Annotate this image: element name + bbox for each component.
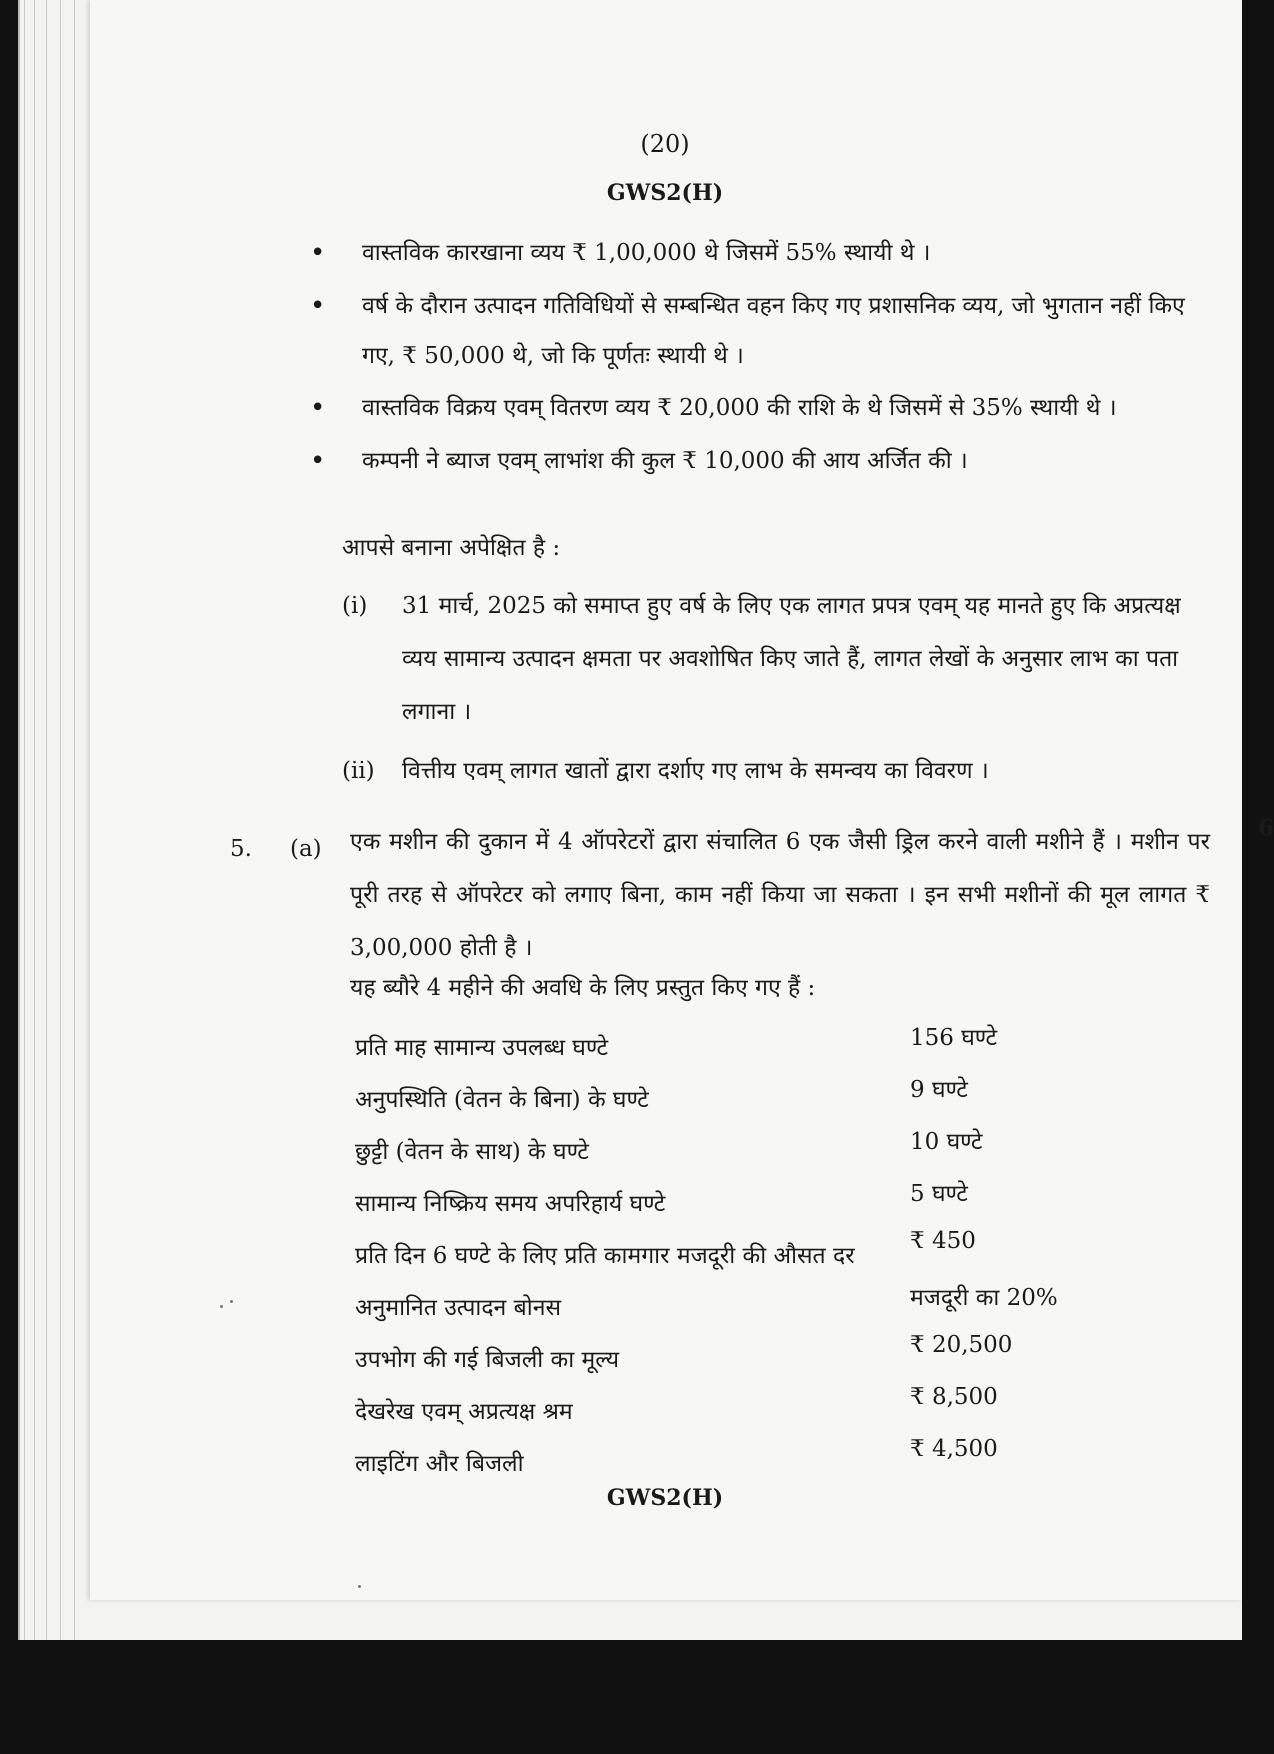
page-number: (20) (640, 130, 690, 158)
paper-code-footer: GWS2(H) (606, 1485, 724, 1511)
bullet-text: कम्पनी ने ब्याज एवम् लाभांश की कुल ₹ 10,000 की आय अर्जित की । (362, 448, 968, 474)
question-paragraph: एक मशीन की दुकान में 4 ऑपरेटरों द्वारा संचालित 6 एक जैसी ड्रिल करने वाली मशीने हैं । मशीन पर पूरी तरह से ऑपरेटर को लगाए बिना, काम नहीं किया जा सकता । इन सभी मशीनों की मूल लागत ₹ 3,00,000 होती है । (350, 829, 1210, 961)
row-value: ₹ 20,500 (910, 1332, 1013, 1358)
row-label: अनुपस्थिति (वेतन के बिना) के घण्टे (355, 1087, 649, 1113)
requirement-item (342, 745, 1222, 798)
page-edge (24, 0, 29, 1640)
page-stack (18, 0, 1274, 1640)
bullet-icon (310, 281, 362, 381)
bullet-text: वास्तविक कारखाना व्यय ₹ 1,00,000 थे जिसमें 55% स्थायी थे । (362, 240, 931, 266)
paper-speck (358, 1585, 361, 1588)
page-edge (46, 0, 51, 1640)
table-row (355, 1124, 1155, 1176)
bullet-icon (310, 436, 362, 487)
table-row (355, 1228, 1155, 1280)
bullet-item (310, 228, 1210, 279)
table-row (355, 1332, 1155, 1384)
question-details-intro: यह ब्यौरे 4 महीने की अवधि के लिए प्रस्तुत किए गए हैं : (350, 975, 816, 1001)
page-edge (60, 0, 65, 1640)
paper-code-header: GWS2(H) (606, 180, 724, 206)
bullet-list (310, 228, 1210, 489)
requirement-item (342, 580, 1222, 739)
row-label: सामान्य निष्क्रिय समय अपरिहार्य घण्टे (355, 1191, 666, 1217)
bullet-text: वास्तविक विक्रय एवम् वितरण व्यय ₹ 20,000 की राशि के थे जिसमें से 35% स्थायी थे । (362, 395, 1117, 421)
row-label: लाइटिंग और बिजली (355, 1451, 524, 1477)
row-label: देखरेख एवम् अप्रत्यक्ष श्रम (355, 1399, 573, 1425)
question-marks: 6 (1258, 815, 1274, 842)
row-label: छुट्टी (वेतन के साथ) के घण्टे (355, 1139, 589, 1165)
bullet-icon (310, 383, 362, 434)
bullet-item (310, 281, 1210, 381)
row-value: 156 घण्टे (910, 1025, 998, 1051)
table-row (355, 1280, 1155, 1332)
page-edge (74, 0, 79, 1640)
bullet-text: वर्ष के दौरान उत्पादन गतिविधियों से सम्बन्धित वहन किए गए प्रशासनिक व्यय, जो भुगतान नहीं किए गए, ₹ 50,000 थे, जो कि पूर्णतः स्थायी थे । (362, 293, 1185, 369)
bullet-icon (310, 228, 362, 279)
requirement-number: (ii) (342, 758, 375, 784)
table-row (355, 1436, 1155, 1488)
row-value: 10 घण्टे (910, 1129, 983, 1155)
requirement-number: (i) (342, 593, 368, 619)
requirement-text: वित्तीय एवम् लागत खातों द्वारा दर्शाए गए लाभ के समन्वय का विवरण । (402, 758, 989, 784)
question-subpart: (a) (290, 836, 322, 862)
details-table (355, 1020, 1155, 1488)
table-row (355, 1176, 1155, 1228)
question-number: 5. (230, 836, 252, 862)
row-value: मजदूरी का 20% (910, 1285, 1058, 1311)
paper-speck (230, 1300, 233, 1303)
row-label: अनुमानित उत्पादन बोनस (355, 1295, 562, 1321)
bullet-item (310, 383, 1210, 434)
row-label: प्रति दिन 6 घण्टे के लिए प्रति कामगार मजदूरी की औसत दर (355, 1243, 855, 1269)
table-row (355, 1384, 1155, 1436)
requirement-text: 31 मार्च, 2025 को समाप्त हुए वर्ष के लिए एक लागत प्रपत्र एवम् यह मानते हुए कि अप्रत्यक्ष व्यय सामान्य उत्पादन क्षमता पर अवशोषित किए जाते हैं, लागत लेखों के अनुसार लाभ का पता लगाना । (402, 593, 1181, 725)
question-paper-page (90, 0, 1274, 1600)
row-value: ₹ 4,500 (910, 1436, 998, 1462)
row-label: उपभोग की गई बिजली का मूल्य (355, 1347, 620, 1373)
row-value: 9 घण्टे (910, 1077, 968, 1103)
row-value: ₹ 450 (910, 1228, 976, 1254)
row-value: ₹ 8,500 (910, 1384, 998, 1410)
page-edge (34, 0, 39, 1640)
table-row (355, 1072, 1155, 1124)
row-value: 5 घण्टे (910, 1181, 968, 1207)
paper-speck (220, 1305, 223, 1308)
table-row (355, 1020, 1155, 1072)
requirement-intro: आपसे बनाना अपेक्षित है : (342, 535, 561, 561)
row-label: प्रति माह सामान्य उपलब्ध घण्टे (355, 1035, 609, 1061)
bullet-item (310, 436, 1210, 487)
